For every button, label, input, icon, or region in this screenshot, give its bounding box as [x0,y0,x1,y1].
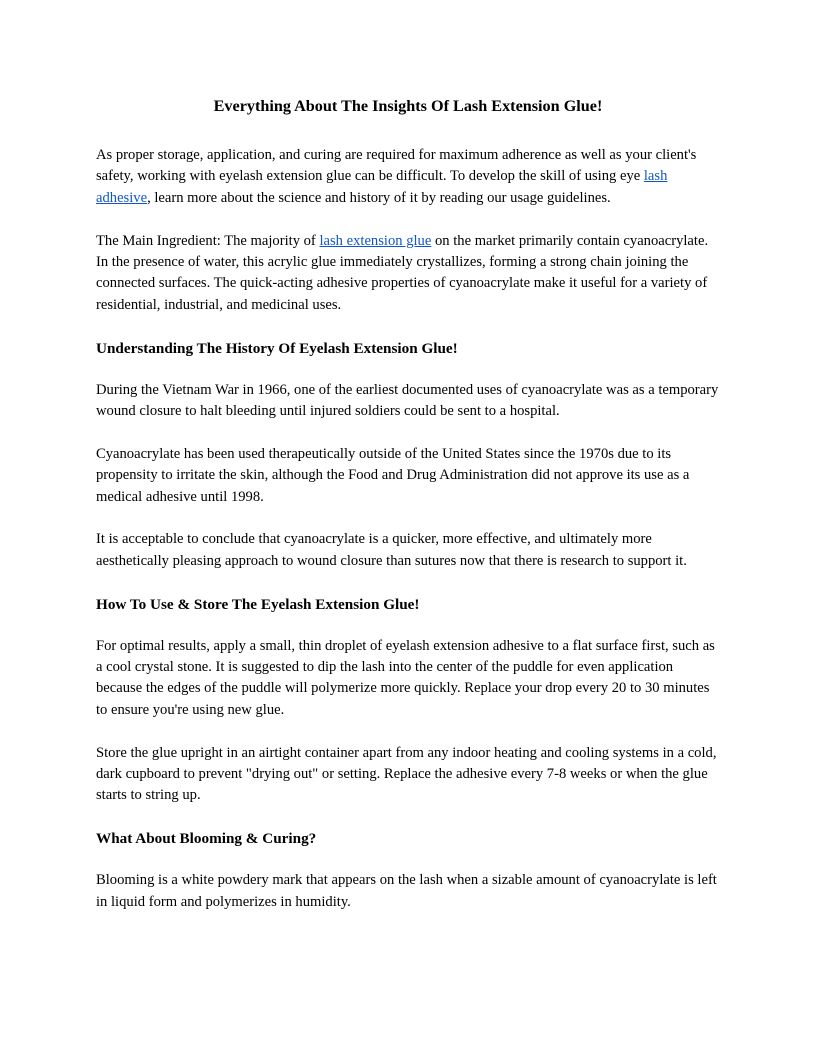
section-heading-blooming: What About Blooming & Curing? [96,830,317,848]
lash-adhesive-link[interactable]: lash adhesive [96,168,668,206]
main-ingredient-paragraph [96,231,720,317]
use-store-paragraph: Store the glue upright in an airtight container apart from any indoor heating and cooling systems in a cold, dark cupboard to prevent "drying out" or setting. Replace the adhesive every 7-8 weeks or when the glue starts to string up. [96,744,717,804]
history-paragraph: Cyanoacrylate has been used therapeutically outside of the United States since the 1970s due to its propensity to irritate the skin, although the Food and Drug Administration did not approve its use as a medical adhesive until 1998. [96,445,690,505]
history-paragraph: During the Vietnam War in 1966, one of the earliest documented uses of cyanoacrylate was as a temporary wound closure to halt bleeding until injured soldiers could be sent to a hospital. [96,381,719,420]
history-paragraph: It is acceptable to conclude that cyanoacrylate is a quicker, more effective, and ultimately more aesthetically pleasing approach to wound closure than sutures now that there is research to support it. [96,531,687,569]
section-heading-history: Understanding The History Of Eyelash Extension Glue! [96,339,458,357]
use-store-paragraph: For optimal results, apply a small, thin droplet of eyelash extension adhesive to a flat surface first, such as a cool crystal stone. It is suggested to dip the lash into the center of the puddle for even application because the edges of the puddle will polymerize more quickly. Replace your drop every 20 to 30 minutes to ensure you're using new glue. [96,637,715,718]
blooming-paragraph: Blooming is a white powdery mark that appears on the lash when a sizable amount of cyanoacrylate is left in liquid form and polymerizes in humidity. [96,872,717,910]
page-title: Everything About The Insights Of Lash Extension Glue! [213,97,603,115]
intro-text-before: As proper storage, application, and curing are required for maximum adherence as well as your client's safety, working with eyelash extension glue can be difficult. To develop the skill of using eye [96,147,697,185]
lash-extension-glue-link[interactable]: lash extension glue [319,232,432,249]
ingredient-text-after: on the market primarily contain cyanoacrylate. In the presence of water, this acrylic glue immediately crystallizes, forming a strong chain joining the connected surfaces. The quick-acting adhesive properties of cyanoacrylate make it useful for a variety of residential, industrial, and medicinal uses. [96,232,709,313]
section-heading-use-store: How To Use & Store The Eyelash Extension Glue! [96,595,420,613]
ingredient-text-before: The Main Ingredient: The majority of [96,232,320,249]
intro-text-after: , learn more about the science and history of it by reading our usage guidelines. [147,189,611,206]
intro-paragraph [96,145,720,209]
